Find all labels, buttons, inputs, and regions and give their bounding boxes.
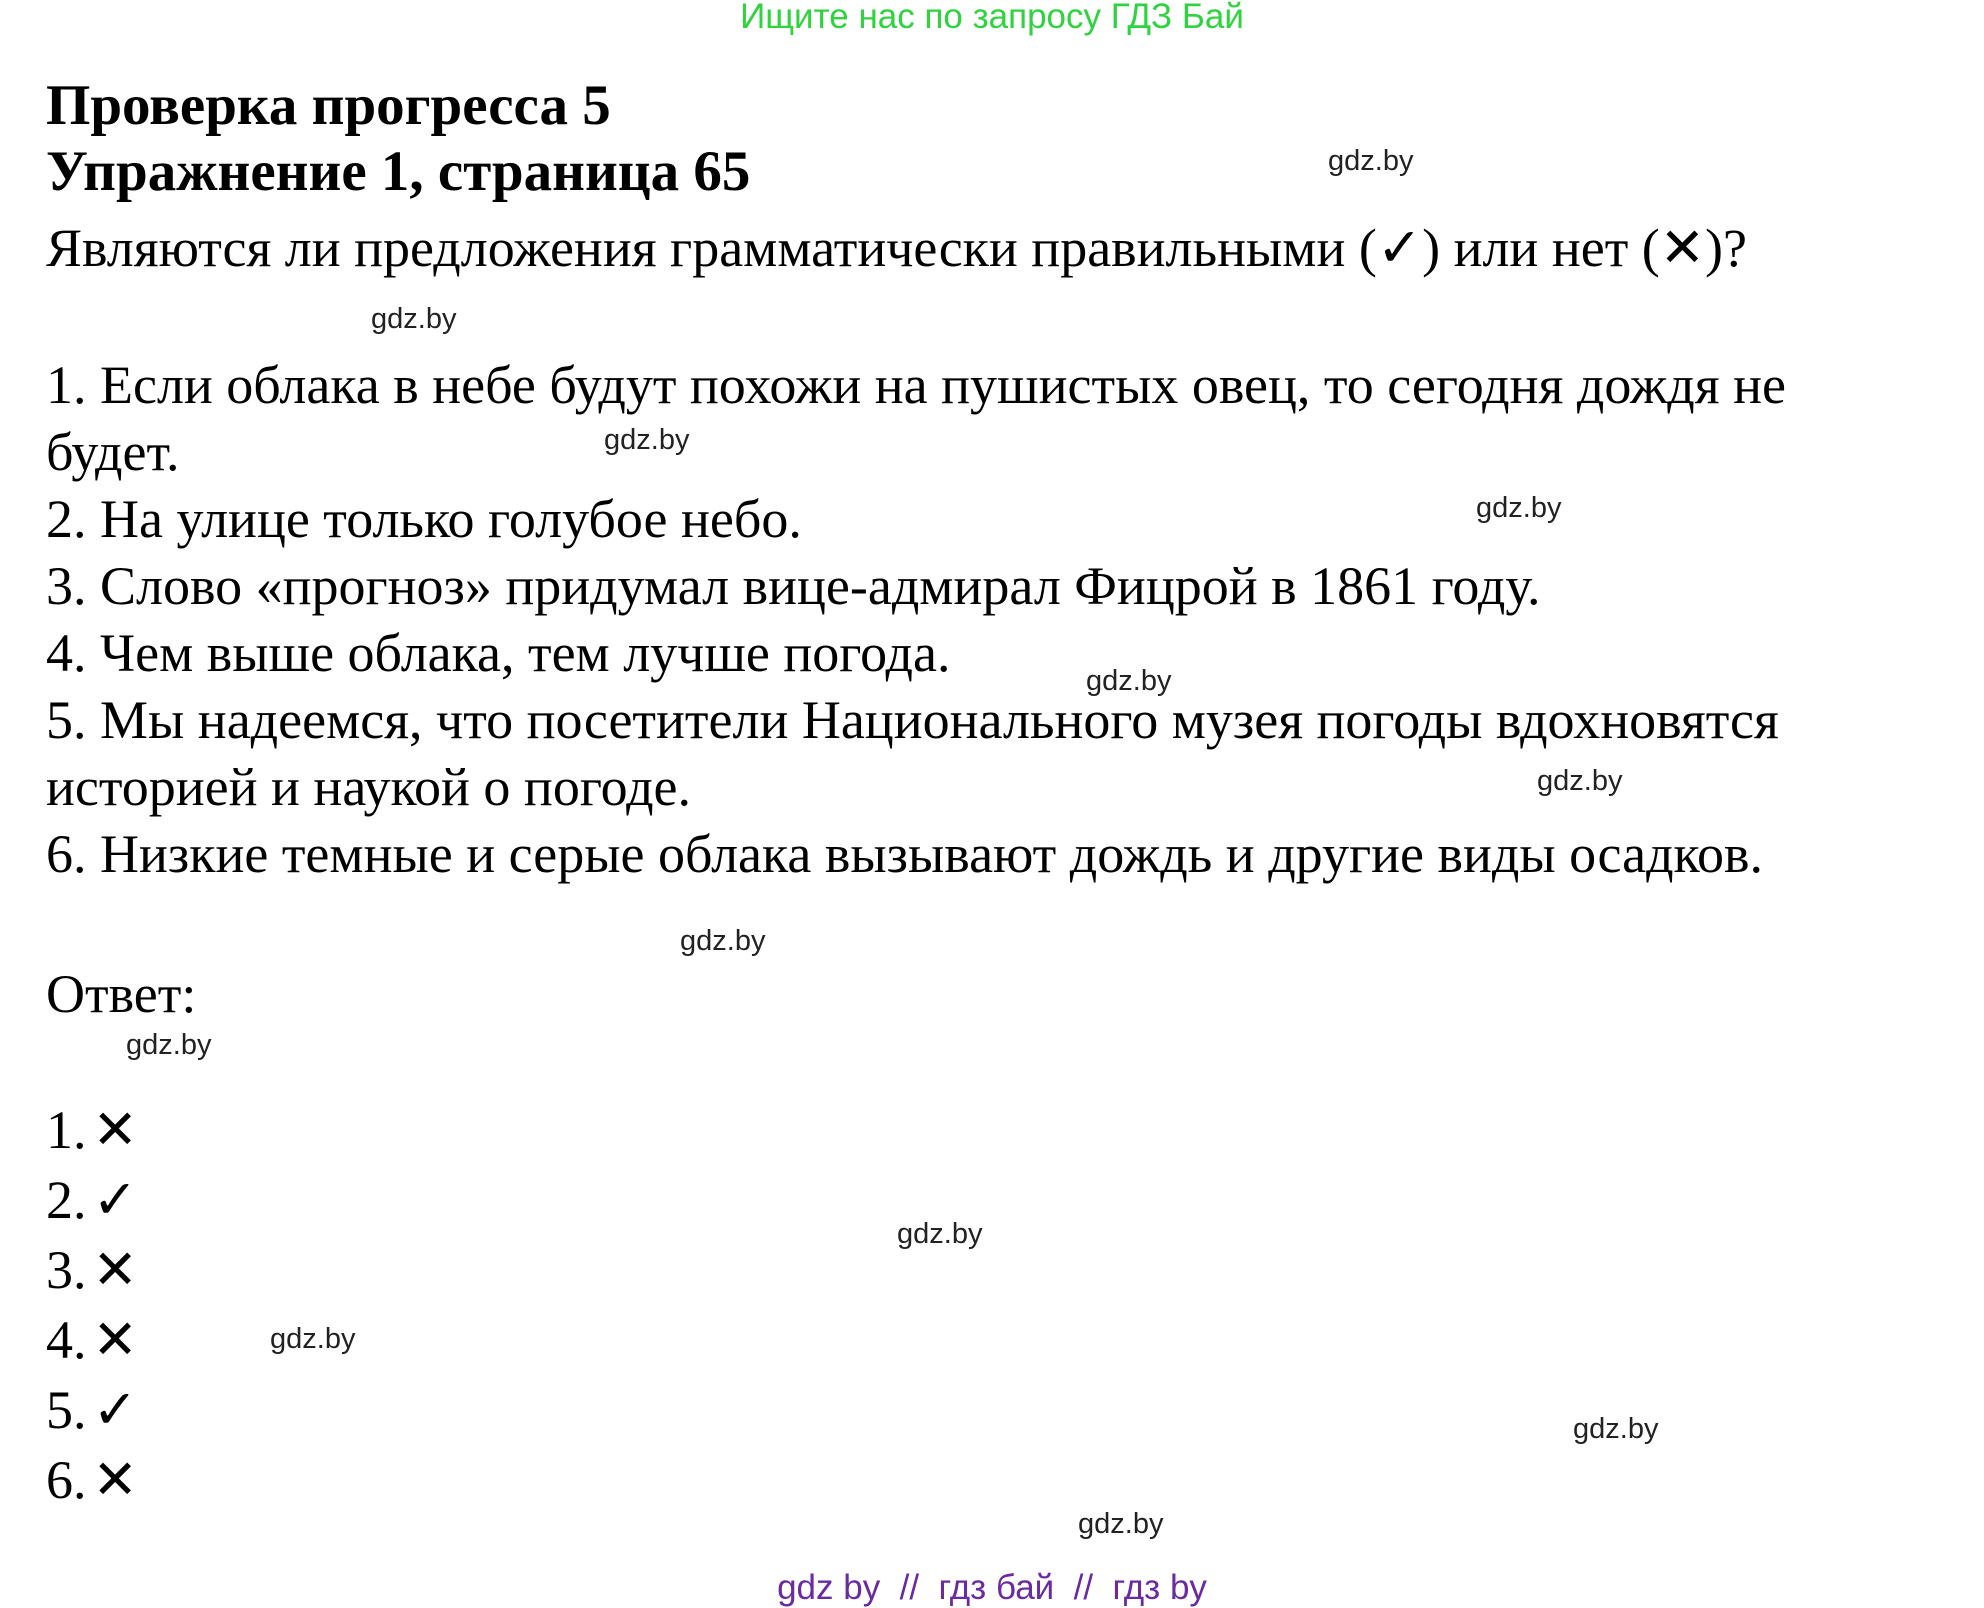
answer-item xyxy=(46,1095,137,1165)
cross-icon: ✕ xyxy=(92,1450,138,1510)
sentence-line: историей и наукой о погоде. xyxy=(46,757,692,817)
sentence-line: 5. Мы надеемся, что посетители Национального музея погоды вдохновятся xyxy=(46,690,1779,750)
watermark: gdz.by xyxy=(1573,1413,1659,1445)
answer-number: 6. xyxy=(46,1450,87,1510)
watermark: gdz.by xyxy=(1078,1508,1164,1540)
cross-icon: ✕ xyxy=(92,1100,138,1160)
sentence-line: 2. На улице только голубое небо. xyxy=(46,489,802,549)
watermark: gdz.by xyxy=(680,925,766,957)
answer-number: 3. xyxy=(46,1240,87,1300)
answer-item xyxy=(46,1235,137,1305)
answer-label: Ответ: xyxy=(46,964,197,1024)
cross-icon: ✕ xyxy=(92,1310,138,1370)
sentence-line: 4. Чем выше облака, тем лучше погода. xyxy=(46,623,951,683)
sentence-line: 6. Низкие темные и серые облака вызывают дождь и другие виды осадков. xyxy=(46,824,1764,884)
top-banner[interactable]: Ищите нас по запросу ГДЗ Бай xyxy=(740,0,1244,36)
exercise-title: Упражнение 1, страница 65 xyxy=(46,140,751,203)
answer-number: 4. xyxy=(46,1310,87,1370)
watermark: gdz.by xyxy=(1537,765,1623,797)
section-title: Проверка прогресса 5 xyxy=(46,74,611,137)
sentence-list xyxy=(46,352,1946,888)
footer-links[interactable]: gdz by // гдз бай // гдз by xyxy=(777,1568,1207,1607)
watermark: gdz.by xyxy=(126,1029,212,1061)
watermark: gdz.by xyxy=(1086,665,1172,697)
watermark: gdz.by xyxy=(1476,492,1562,524)
answer-list xyxy=(46,1095,137,1515)
sentence-line: будет. xyxy=(46,422,180,482)
watermark: gdz.by xyxy=(897,1218,983,1250)
watermark: gdz.by xyxy=(371,303,457,335)
answer-number: 2. xyxy=(46,1170,87,1230)
watermark: gdz.by xyxy=(604,424,690,456)
sentence-line: 3. Слово «прогноз» придумал вице-адмирал Фицрой в 1861 году. xyxy=(46,556,1541,616)
answer-item xyxy=(46,1305,137,1375)
watermark: gdz.by xyxy=(270,1323,356,1355)
watermark: gdz.by xyxy=(1328,145,1414,177)
answer-item xyxy=(46,1165,137,1235)
answer-item xyxy=(46,1375,137,1445)
answer-item xyxy=(46,1445,137,1515)
answer-number: 1. xyxy=(46,1100,87,1160)
task-question: Являются ли предложения грамматически правильными (✓) или нет (✕)? xyxy=(46,218,1747,278)
check-icon: ✓ xyxy=(92,1170,138,1230)
answer-number: 5. xyxy=(46,1380,87,1440)
check-icon: ✓ xyxy=(92,1380,138,1440)
cross-icon: ✕ xyxy=(92,1240,138,1300)
sentence-line: 1. Если облака в небе будут похожи на пушистых овец, то сегодня дождя не xyxy=(46,355,1786,415)
